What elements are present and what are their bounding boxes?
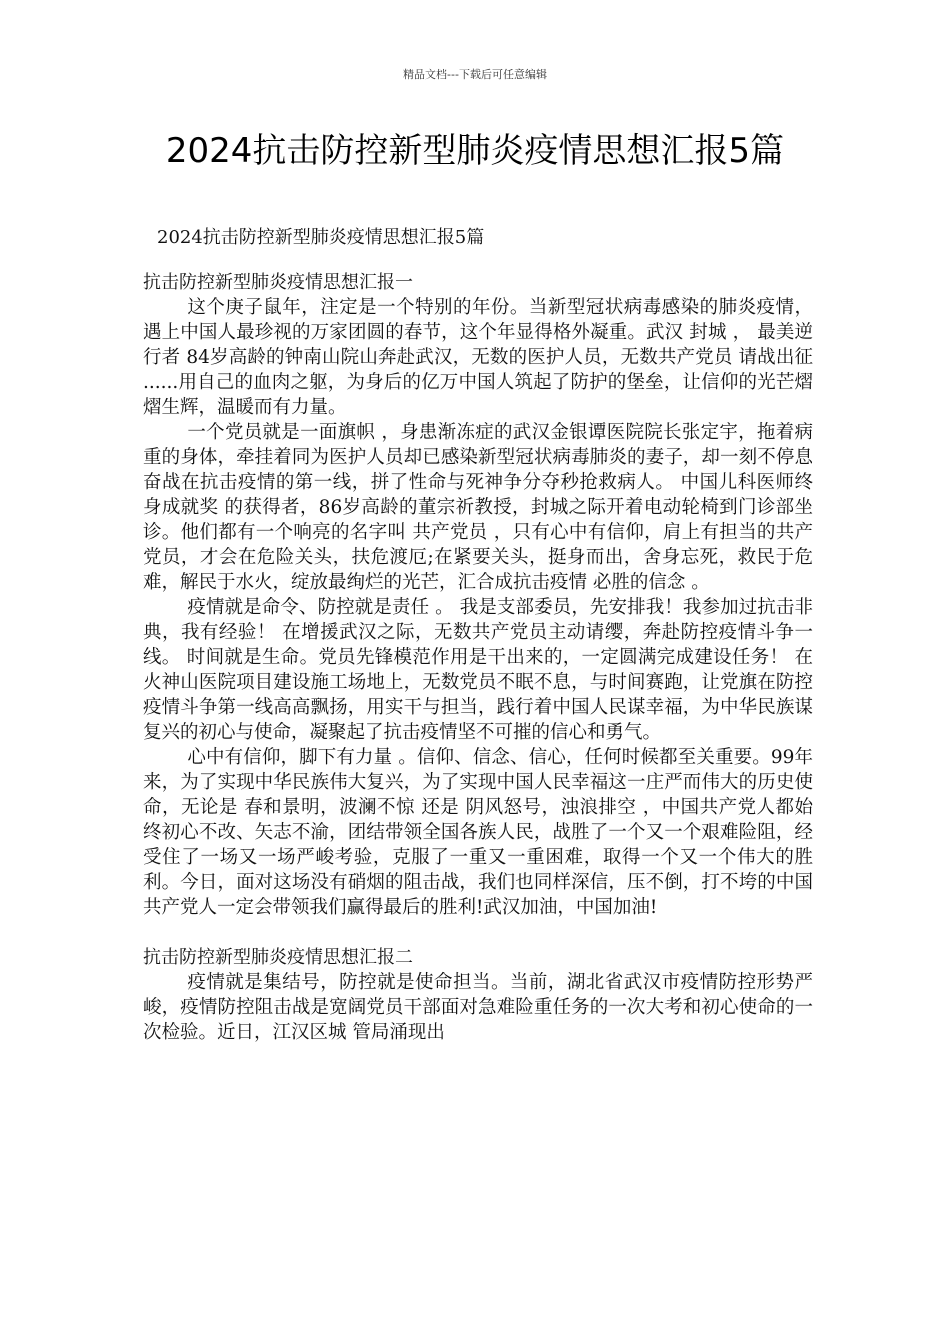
page-header: 精品文档---下载后可任意编辑 (403, 68, 547, 81)
paragraph: 疫情就是集结号，防控就是使命担当。当前，湖北省武汉市疫情防控形势严峻，疫情防控阻击战是宽阔党员干部面对急难险重任务的一次大考和初心使命的一次检验。近日，江汉区城 管局涌现出 (143, 972, 813, 1043)
paragraph: 心中有信仰，脚下有力量 。信仰、信念、信心，任何时候都至关重要。99年来，为了实现中华民族伟大复兴，为了实现中国人民幸福这一庄严而伟大的历史使命，无论是 春和景明，波澜不惊 还是 阴风怒号，浊浪排空 ，中国共产党人都始终初心不改、矢志不渝，团结带领全国各族人民，战胜了一个又一个艰难险阻，经受住了一场又一场严峻考验，克服了一重又一重困难，取得一个又一个伟大的胜利。今日，面对这场没有硝烟的阻击战，我们也同样深信，压不倒，打不垮的中国共产党人一定会带领我们赢得最后的胜利!武汉加油，中国加油! (143, 747, 813, 918)
paragraph: 一个党员就是一面旗帜 ，身患渐冻症的武汉金银谭医院院长张定宇，拖着病重的身体，牵挂着同为医护人员却已感染新型冠状病毒肺炎的妻子，却一刻不停息奋战在抗击疫情的第一线，拼了性命与死神争分夺秒抢救病人。 中国儿科医师终身成就奖 的获得者，86岁高龄的董宗祈教授，封城之际开着电动轮椅到门诊部坐诊。他们都有一个响亮的名字叫 共产党员 ，只有心中有信仰，肩上有担当的共产党员，才会在危险关头，扶危渡厄;在紧要关头，挺身而出，舍身忘死，救民于危难，解民于水火，绽放最绚烂的光芒，汇合成抗击疫情 必胜的信念 。 (143, 422, 813, 593)
section-spacer (143, 920, 813, 945)
paragraph: 疫情就是命令、防控就是责任 。 我是支部委员，先安排我！我参加过抗击非典，我有经验！ 在增援武汉之际，无数共产党员主动请缨，奔赴防控疫情斗争一线。 时间就是生命。党员先锋模范作用是干出来的，一定圆满完成建设任务！ 在火神山医院项目建设施工场地上，无数党员不眠不息，与时间赛跑，让党旗在防控疫情斗争第一线高高飘扬，用实干与担当，践行着中国人民谋幸福，为中华民族谋复兴的初心与使命，凝聚起了抗击疫情坚不可摧的信心和勇气。 (143, 597, 813, 743)
section-heading: 抗击防控新型肺炎疫情思想汇报一 (143, 272, 413, 293)
section-1 (143, 270, 813, 920)
document-title: 2024抗击防控新型肺炎疫情思想汇报5篇 (165, 131, 785, 171)
section-2 (143, 945, 813, 1045)
paragraph: 这个庚子鼠年，注定是一个特别的年份。当新型冠状病毒感染的肺炎疫情，遇上中国人最珍视的万家团圆的春节，这个年显得格外凝重。武汉 封城 ， 最美逆行者 84岁高龄的钟南山院山奔赴武汉，无数的医护人员，无数共产党员 请战出征 ......用自己的血肉之躯，为身后的亿万中国人筑起了防护的堡垒，让信仰的光芒熠熠生辉，温暖而有力量。 (143, 297, 813, 418)
document-subtitle: 2024抗击防控新型肺炎疫情思想汇报5篇 (157, 227, 485, 248)
section-heading: 抗击防控新型肺炎疫情思想汇报二 (143, 947, 413, 968)
document-body (143, 270, 813, 1045)
